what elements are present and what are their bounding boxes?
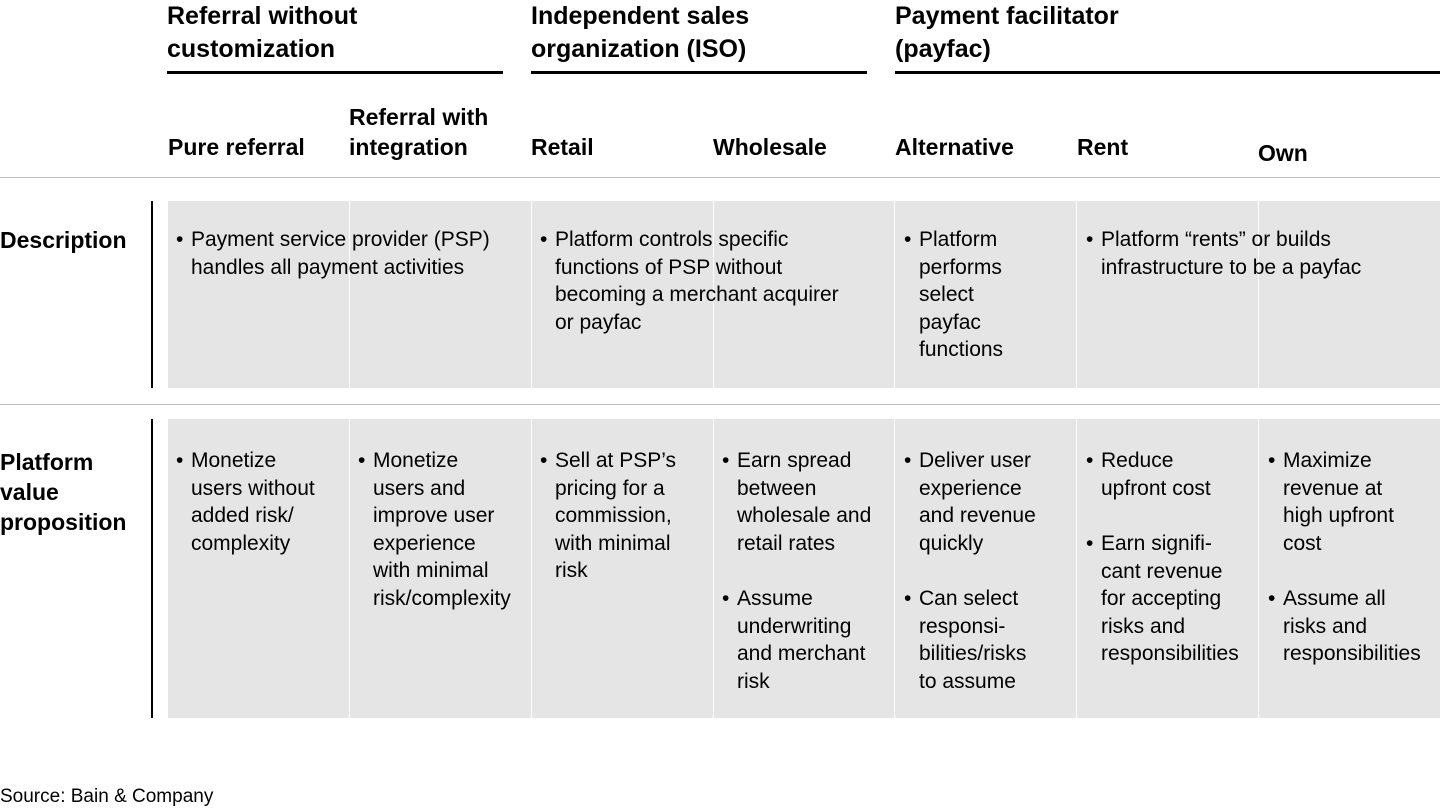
text-line: Sell at PSP’s	[555, 449, 677, 472]
bullet: •	[904, 587, 912, 610]
text-line: functions	[919, 338, 1004, 361]
row-label-value-line1: Platform	[0, 449, 94, 475]
group-title-referral	[167, 0, 357, 66]
text-line: high upfront	[1283, 504, 1394, 527]
group-title-payfac-line1: Payment facilitator	[895, 2, 1119, 30]
text-line: risks and	[1101, 614, 1186, 638]
text-line: risks and	[1283, 614, 1368, 638]
bullet: •	[540, 449, 548, 472]
row-label-value-proposition	[0, 447, 126, 537]
value-wholesale-1	[722, 447, 871, 557]
group-title-iso-line1: Independent sales	[531, 2, 750, 30]
subheader-own: Own	[1258, 140, 1308, 166]
text-line: risk	[555, 559, 588, 582]
text-line: commission,	[555, 504, 672, 527]
bullet: •	[1086, 532, 1094, 555]
row-rule-description	[151, 201, 153, 388]
row-label-value-line3: proposition	[0, 509, 127, 535]
value-rent-2	[1086, 530, 1239, 668]
col-sep	[1258, 419, 1259, 718]
text-line: Platform “rents” or builds	[1101, 228, 1331, 251]
group-rule-payfac	[895, 71, 1440, 74]
text-line: Payment service provider (PSP)	[191, 228, 490, 251]
text-line: to assume	[919, 669, 1016, 693]
text-line: infrastructure to be a payfac	[1101, 255, 1362, 279]
row-label-value-line2: value	[0, 479, 59, 505]
text-line: underwriting	[737, 614, 852, 638]
bullet: •	[1268, 449, 1276, 472]
text-line: added risk/	[191, 504, 294, 527]
text-line: Deliver user	[919, 449, 1032, 472]
col-sep	[713, 419, 714, 718]
bullet: •	[358, 449, 366, 472]
subheader-wholesale: Wholesale	[713, 134, 827, 160]
subheader-alternative: Alternative	[895, 134, 1014, 160]
text-line: handles all payment activities	[191, 255, 465, 279]
bullet: •	[176, 449, 184, 472]
group-title-iso-line2: organization (ISO)	[531, 35, 747, 63]
text-line: users and	[373, 476, 466, 500]
value-referral-integration	[358, 447, 511, 612]
group-title-referral-line2: customization	[167, 35, 336, 63]
col-sep	[1076, 419, 1077, 718]
text-line: bilities/risks	[919, 642, 1027, 665]
group-title-iso	[531, 0, 749, 66]
text-line: Reduce	[1101, 449, 1174, 472]
text-line: between	[737, 476, 817, 500]
col-sep	[1076, 201, 1077, 388]
text-line: cant revenue	[1101, 559, 1223, 583]
text-line: experience	[373, 531, 476, 555]
subheader-retail: Retail	[531, 134, 594, 160]
subheader-referral-with-integration	[349, 102, 488, 162]
text-line: complexity	[191, 531, 291, 555]
text-line: Monetize	[191, 449, 277, 472]
description-iso	[540, 226, 839, 336]
row-label-description: Description	[0, 227, 127, 253]
col-sep	[894, 419, 895, 718]
subheader-pure-referral: Pure referral	[168, 134, 305, 160]
subheader-referral-integration-line2: integration	[349, 134, 468, 160]
text-line: experience	[919, 476, 1022, 500]
text-line: or payfac	[555, 310, 642, 334]
group-title-payfac	[895, 0, 1119, 66]
text-line: users without	[191, 476, 315, 500]
text-line: risk/complexity	[373, 586, 511, 610]
bullet: •	[540, 228, 548, 251]
description-rent-own	[1086, 226, 1361, 281]
value-alternative-1	[904, 447, 1036, 557]
value-own-2	[1268, 585, 1421, 668]
text-line: wholesale and	[737, 504, 872, 527]
value-retail	[540, 447, 676, 585]
header-divider	[0, 177, 1440, 178]
group-rule-iso	[531, 71, 867, 74]
text-line: payfac	[919, 310, 981, 334]
text-line: with minimal	[555, 531, 671, 555]
group-title-referral-line1: Referral without	[167, 2, 358, 30]
bullet: •	[1086, 228, 1094, 251]
bullet: •	[176, 228, 184, 251]
text-line: upfront cost	[1101, 476, 1211, 500]
value-pure-referral	[176, 447, 315, 557]
text-line: functions of PSP without	[555, 255, 783, 279]
bullet: •	[904, 449, 912, 472]
row-rule-value	[151, 419, 153, 718]
text-line: select	[919, 283, 974, 306]
text-line: responsibilities	[1283, 642, 1421, 665]
text-line: revenue at	[1283, 476, 1383, 500]
value-wholesale-2	[722, 585, 865, 695]
text-line: Assume	[737, 587, 813, 610]
subheader-rent: Rent	[1077, 134, 1129, 160]
text-line: Platform	[919, 228, 998, 251]
bullet: •	[722, 449, 730, 472]
text-line: and revenue	[919, 504, 1036, 527]
col-sep	[894, 201, 895, 388]
col-sep	[349, 419, 350, 718]
bullet: •	[1268, 587, 1276, 610]
value-alternative-2	[904, 585, 1026, 695]
bullet: •	[1086, 449, 1094, 472]
subheader-referral-integration-line1: Referral with	[349, 104, 489, 130]
col-sep	[531, 419, 532, 718]
text-line: Earn spread	[737, 449, 852, 472]
text-line: quickly	[919, 531, 984, 555]
text-line: becoming a merchant acquirer	[555, 283, 839, 306]
text-line: responsi-	[919, 614, 1006, 638]
row-divider	[0, 404, 1440, 405]
text-line: Earn signifi-	[1101, 532, 1212, 555]
bullet: •	[722, 587, 730, 610]
text-line: Platform controls specific	[555, 228, 789, 251]
text-line: Can select	[919, 587, 1019, 610]
group-title-payfac-line2: (payfac)	[895, 35, 991, 63]
description-alternative	[904, 226, 1003, 364]
text-line: cost	[1283, 531, 1322, 555]
text-line: improve user	[373, 504, 495, 527]
text-line: with minimal	[373, 559, 489, 582]
source-note: Source: Bain & Company	[0, 786, 214, 807]
text-line: Maximize	[1283, 449, 1372, 472]
bullet: •	[904, 228, 912, 251]
value-own-1	[1268, 447, 1394, 557]
text-line: and merchant	[737, 642, 866, 665]
text-line: Monetize	[373, 449, 459, 472]
description-referral	[176, 226, 490, 281]
text-line: risk	[737, 669, 770, 693]
text-line: pricing for a	[555, 476, 665, 500]
text-line: performs	[919, 255, 1002, 279]
group-rule-referral	[167, 71, 503, 74]
value-rent-1	[1086, 447, 1211, 502]
text-line: retail rates	[737, 531, 836, 555]
text-line: responsibilities	[1101, 642, 1239, 665]
text-line: for accepting	[1101, 587, 1222, 610]
text-line: Assume all	[1283, 587, 1386, 610]
col-sep	[531, 201, 532, 388]
